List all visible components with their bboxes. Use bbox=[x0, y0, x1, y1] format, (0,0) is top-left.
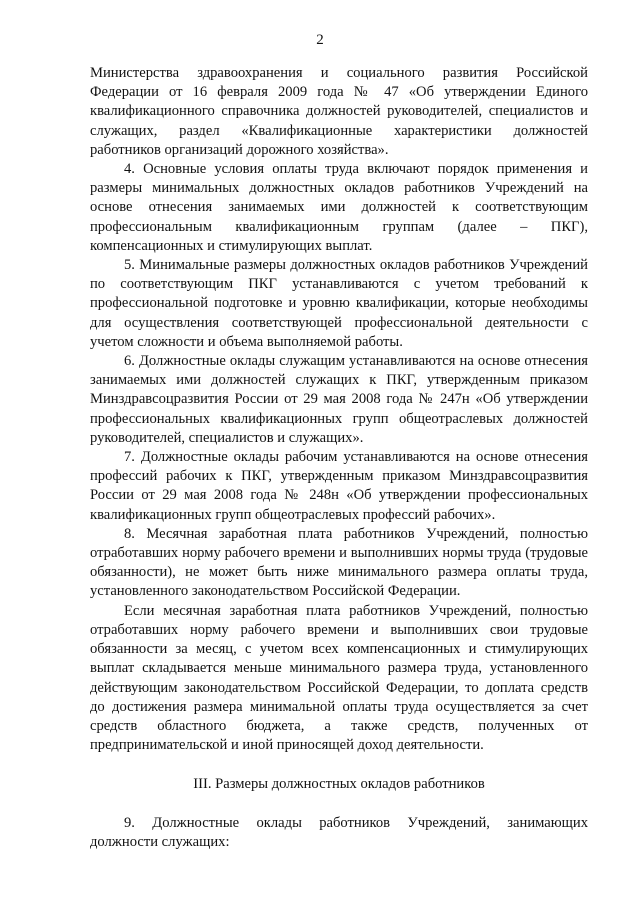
page-number: 2 bbox=[316, 32, 324, 48]
section-heading: III. Размеры должностных окладов работников bbox=[193, 776, 485, 793]
paragraph-4: 4. Основные условия оплаты труда включают порядок применения и размеры минимальных должностных окладов работников Учреждений на основе отнесения занимаемых ими должностей к соответствующим профессиональным квалификационным группам (далее – ПКГ), компенсационных и стимулирующих выплат. bbox=[90, 161, 588, 254]
paragraph-7: 7. Должностные оклады рабочим устанавливаются на основе отнесения профессий рабочих к ПКГ, утвержденным приказом Минздравсоцразвития России от 29 мая 2008 года № 248н «Об утверждении профессиональных квалификационных групп общеотраслевых профессий рабочих». bbox=[90, 449, 588, 523]
paragraph-8-continuation: Если месячная заработная плата работников Учреждений, полностью отработавших норму рабочего времени и выполнивших свои трудовые обязанности за месяц, с учетом всех компенсационных и стимулирующих выплат складывается меньше минимального размера труда, установленного действующим законодательством Российской Федерации, то доплата средств до достижения размера минимальной оплаты труда осуществляется за счет средств областного бюджета, а также средств, полученных от предпринимательской и иной приносящей доход деятельности. bbox=[90, 602, 588, 754]
paragraph-9: 9. Должностные оклады работников Учреждений, занимающих должности служащих: bbox=[90, 814, 588, 850]
paragraph-5: 5. Минимальные размеры должностных окладов работников Учреждений по соответствующим ПКГ устанавливаются с учетом требований к профессиональной подготовке и уровню квалификации, которые необходимы для осуществления соответствующей профессиональной деятельности с учетом сложности и объема выполняемой работы. bbox=[90, 257, 588, 350]
document-body bbox=[90, 64, 588, 852]
paragraph-6: 6. Должностные оклады служащим устанавливаются на основе отнесения занимаемых ими должностей служащих к ПКГ, утвержденным приказом Минздравсоцразвития России от 29 мая 2008 года № 247н «Об утверждении профессиональных квалификационных групп общеотраслевых должностей руководителей, специалистов и служащих». bbox=[90, 353, 588, 446]
paragraph-8: 8. Месячная заработная плата работников Учреждений, полностью отработавших норму рабочего времени и выполнивших нормы труда (трудовые обязанности), не может быть ниже минимального размера оплаты труда, установленного законодательством Российской Федерации. bbox=[90, 525, 588, 600]
paragraph-order-reference: Министерства здравоохранения и социального развития Российской Федерации от 16 февраля 2009 года № 47 «Об утверждении Единого квалификационного справочника должностей руководителей, специалистов и служащих, раздел «Квалификационные характеристики должностей работников организаций дорожного хозяйства». bbox=[90, 65, 588, 158]
